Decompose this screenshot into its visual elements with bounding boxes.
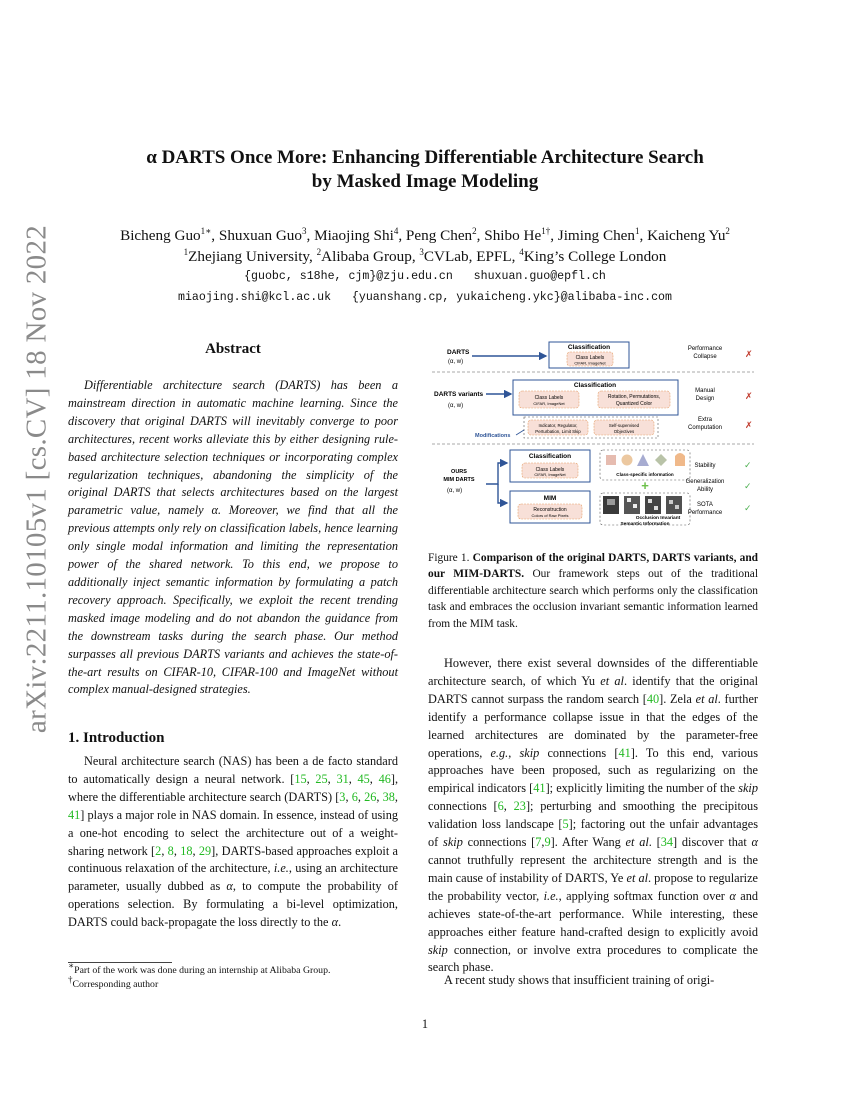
author-block bbox=[0, 225, 850, 267]
text-class-specific: Class-specific information bbox=[616, 472, 674, 477]
text-class-labels-2: Class Labels bbox=[534, 395, 564, 401]
abstract-text: Differentiable architecture search (DARTS) has been a mainstream direction in automatic machine learning. Since the discovery that original DARTS will inevitably converge to poor architectures, recent works alleviate this by either designing rule-based architecture selection techniques or incorporating complex regularization techniques, abandoning the simplicity of the original DARTS that selects architectures based on the largest parametric value, namely α. Moreover, we find that all the previous attempts only rely on classification labels, hence learning only single modal information and limiting the representation power of the shared network. To this end, we propose to additionally inject semantic information by formulating a patch recovery approach. Specifically, we exploit the recent trending masked image modeling and do not abandon the guidance from the downstream tasks during the search phase. Our method surpasses all previous DARTS variants and achieves the state-of-the-art results on CIFAR-10, CIFAR-100 and ImageNet without complex manual-designed strategies. bbox=[68, 378, 398, 697]
text-mim: MIM bbox=[543, 495, 557, 502]
image-tile bbox=[645, 496, 661, 514]
arxiv-id: arXiv:2211.10105v1 [cs.CV] 18 Nov 2022 bbox=[20, 224, 53, 734]
arrow-modifications bbox=[516, 430, 524, 435]
check-icon: ✓ bbox=[744, 460, 752, 470]
label-darts: DARTS bbox=[447, 349, 470, 356]
citation-link[interactable]: 18 bbox=[180, 843, 193, 858]
text-perf-collapse-1: Performance bbox=[687, 346, 723, 352]
label-alpha-w-3: (α, w) bbox=[447, 488, 463, 494]
plus-icon: + bbox=[641, 478, 649, 493]
check-icon: ✓ bbox=[744, 481, 752, 491]
author: Kaicheng Yu bbox=[647, 227, 726, 244]
label-alpha-w-1: (α, w) bbox=[448, 359, 464, 365]
intro-paragraph: Neural architecture search (NAS) has been a de facto standard to automatically design a neural network. [15, 25, 31, 45, 46], where the differentiable architecture search (DARTS) [3, 6, 26, 38, 41] plays a major role in NAS domain. In essence, instead of using a one-hot encoding to select the architecture out of a weight-sharing network [2, 8, 18, 29], DARTS-based approaches exploit a continuous relaxation of the architecture, i.e., using an architecture parameter, usually dubbed as α, to compute the probability of operations selection. By formulating a bi-level optimization, DARTS could back-propagate the loss directly to the α. bbox=[68, 754, 399, 930]
image-tile-detail bbox=[648, 499, 652, 503]
image-tile-detail bbox=[627, 498, 631, 502]
text-classification-2: Classification bbox=[573, 382, 617, 389]
image-tile-detail bbox=[633, 504, 637, 508]
text-indicator: Indicator, Regulator, bbox=[538, 423, 578, 428]
affiliation: King’s College London bbox=[523, 248, 667, 265]
email-line-2: miaojing.shi@kcl.ac.uk {yuanshang.cp, yukaicheng.ykc}@alibaba-inc.com bbox=[178, 291, 672, 304]
intro-heading: 1. Introduction bbox=[68, 730, 165, 746]
shape-diamond bbox=[655, 454, 667, 466]
figure-1-diagram bbox=[428, 336, 758, 534]
text-modifications: Modifications bbox=[475, 433, 511, 439]
affiliation: Zhejiang University bbox=[188, 248, 310, 265]
shape-square bbox=[606, 455, 616, 465]
text-color-raw: Colors of Raw Pixels bbox=[531, 513, 569, 518]
image-tile bbox=[666, 496, 682, 514]
citation-link[interactable]: 2 bbox=[155, 843, 162, 858]
figure-label: Figure 1. bbox=[428, 552, 470, 564]
citation-link[interactable]: 45 bbox=[357, 771, 370, 786]
footnote-1: ∗Part of the work was done during an internship at Alibaba Group. bbox=[68, 960, 331, 976]
citation-link[interactable]: 31 bbox=[336, 771, 349, 786]
cross-icon: ✗ bbox=[745, 349, 753, 359]
page-number: 1 bbox=[421, 1017, 429, 1031]
citation-link[interactable]: 3 bbox=[339, 789, 346, 804]
text-self-supervised: Self-supervised bbox=[608, 423, 640, 428]
text-sota-2: Performance bbox=[687, 510, 723, 516]
citation-link[interactable]: 40 bbox=[646, 691, 660, 706]
text-sota-1: SOTA bbox=[697, 502, 713, 508]
abstract-heading: Abstract bbox=[205, 341, 261, 357]
arrow-ours-bottom bbox=[498, 484, 507, 503]
author: Peng Chen bbox=[405, 227, 473, 244]
footnote-2: †Corresponding author bbox=[68, 974, 159, 990]
text-cifar-1: CIFAR, ImageNet bbox=[574, 360, 606, 366]
image-tile-detail bbox=[607, 499, 615, 505]
author: Miaojing Shi bbox=[314, 227, 394, 244]
arxiv-stamp bbox=[19, 224, 55, 734]
citation-link[interactable]: 29 bbox=[198, 843, 212, 858]
cross-icon: ✗ bbox=[745, 391, 753, 401]
text-rotation: Rotation, Permutations, bbox=[607, 394, 661, 400]
citation-link[interactable]: 41 bbox=[68, 807, 81, 822]
image-tile-detail bbox=[654, 506, 658, 510]
text-manual-1: Manual bbox=[695, 388, 715, 394]
arrow-ours-top bbox=[486, 463, 507, 484]
image-tiles bbox=[603, 496, 682, 514]
cross-icon: ✗ bbox=[745, 420, 753, 430]
text-occlusion: Occlusion Invariant bbox=[635, 516, 681, 521]
title-line-1: α DARTS Once More: Enhancing Differentiable Architecture Search bbox=[146, 147, 704, 168]
text-perturbation: Perturbation, Limit Skip bbox=[535, 429, 581, 434]
text-objectives: Objectives bbox=[613, 429, 635, 434]
figure-1 bbox=[428, 336, 758, 534]
label-darts-variants: DARTS variants bbox=[434, 391, 484, 398]
citation-link[interactable]: 34 bbox=[660, 835, 674, 850]
shape-triangle bbox=[637, 454, 649, 466]
author: Bicheng Guo bbox=[120, 227, 201, 244]
affiliation: CVLab, EPFL bbox=[423, 248, 512, 265]
citation-link[interactable]: 9 bbox=[544, 835, 551, 850]
citation-link[interactable]: 5 bbox=[562, 817, 569, 832]
citation-link[interactable]: 25 bbox=[315, 771, 328, 786]
citation-link[interactable]: 41 bbox=[533, 781, 546, 796]
text-reconstruction: Reconstruction bbox=[533, 507, 567, 513]
citation-link[interactable]: 46 bbox=[378, 771, 391, 786]
label-alpha-w-2: (α, w) bbox=[448, 403, 464, 409]
citation-link[interactable]: 41 bbox=[618, 745, 631, 760]
citation-link[interactable]: 38 bbox=[382, 789, 395, 804]
text-extra-2: Computation bbox=[687, 425, 723, 431]
shape-blob bbox=[675, 453, 685, 466]
author-list: Bicheng Guo$^{1∗}$, Shuxuan Guo$^3$, Miaojing Shi$^4$, Peng Chen$^2$, Shibo $He^{1\dagger}$, Jiming Chen$^1$, Kaicheng Yu$^2$ bbox=[120, 225, 730, 244]
text-perf-collapse-2: Collapse bbox=[693, 354, 717, 360]
check-icon: ✓ bbox=[744, 503, 752, 513]
title-line-2: by Masked Image Modeling bbox=[311, 171, 539, 192]
author: Shibo He bbox=[484, 227, 542, 244]
image-tile bbox=[624, 496, 640, 514]
image-tile-detail bbox=[669, 500, 673, 504]
text-class-labels-3: Class Labels bbox=[535, 467, 565, 473]
paper-title bbox=[0, 146, 850, 194]
text-cifar-2: CIFAR, ImageNet bbox=[533, 401, 565, 406]
citation-link[interactable]: 7 bbox=[535, 835, 542, 850]
body-paragraph: A recent study shows that insufficient training of origi- bbox=[444, 973, 715, 987]
citation-link[interactable]: 23 bbox=[513, 799, 526, 814]
footnote-2-text: Corresponding author bbox=[72, 979, 159, 990]
author: Jiming Chen bbox=[557, 227, 636, 244]
label-ours: OURS bbox=[451, 469, 467, 475]
citation-link[interactable]: 6 bbox=[497, 799, 504, 814]
footnote-1-text: Part of the work was done during an internship at Alibaba Group. bbox=[74, 965, 331, 976]
text-classification-3: Classification bbox=[528, 453, 572, 460]
email-line-1: {guobc, s18he, cjm}@zju.edu.cn shuxuan.guo@epfl.ch bbox=[244, 270, 606, 283]
text-class-labels-1: Class Labels bbox=[575, 355, 605, 361]
image-tile-detail bbox=[675, 505, 679, 509]
citation-link[interactable]: 6 bbox=[351, 789, 358, 804]
body-paragraph: However, there exist several downsides of the differentiable architecture search, of which Yu et al. identify that the original DARTS cannot surpass the random search [40]. Zela et al. further identify a performance collapse issue in that the edges of the learned architectures are dominated by the parameter-free operations, e.g., skip connections [41]. To this end, various approaches have been proposed, such as regularizing on the empirical indicators [41]; explicitly limiting the number of the skip connections [6, 23]; perturbing and smoothing the precipitous validation loss landscape [5]; factoring out the unfair advantages of skip connections [7,9]. After Wang et al. [34] discover that α cannot truthfully represent the architecture strength and is the main cause of instability of DARTS, Ye et al. propose to regularize the probability vector, i.e., applying softmax function over α and achieves state-of-the-art performance. While interesting, these approaches either feature hand-crafted design to explicitly avoid skip connection, or involve extra procedures to complicate the search phase. bbox=[428, 656, 759, 975]
text-cifar-3: CIFAR, ImageNet bbox=[534, 472, 566, 477]
text-gen-2: Ability bbox=[696, 487, 714, 493]
citation-link[interactable]: 26 bbox=[364, 789, 377, 804]
text-quantized: Quantized Color bbox=[615, 401, 653, 407]
figure-caption-text: Our framework steps out of the traditional differentiable architecture search which performs only the classification task and embraces the occlusion invariant semantic information learned from the MIM task. bbox=[428, 568, 758, 630]
text-extra-1: Extra bbox=[697, 417, 713, 423]
author: Shuxuan Guo bbox=[218, 227, 302, 244]
citation-link[interactable]: 15 bbox=[294, 771, 307, 786]
text-classification-1: Classification bbox=[567, 344, 611, 351]
text-stability: Stability bbox=[694, 463, 716, 469]
text-gen-1: Generalization bbox=[685, 479, 725, 485]
citation-link[interactable]: 8 bbox=[167, 843, 174, 858]
label-mim-darts: MIM DARTS bbox=[443, 477, 475, 483]
footnotes bbox=[68, 960, 398, 992]
text-semantic: Semantic Information bbox=[620, 522, 670, 527]
affiliation: Alibaba Group bbox=[321, 248, 412, 265]
shape-circle bbox=[622, 455, 633, 466]
affiliation-list: $^1$Zhejiang University, $^2$Alibaba Group, $^3$CVLab, EPFL, $^4$King’s College London bbox=[183, 246, 667, 265]
figure-caption-bold: Comparison of the original DARTS, DARTS variants, and our MIM-DARTS. bbox=[428, 552, 758, 581]
figure-caption bbox=[428, 550, 758, 632]
email-block bbox=[0, 266, 850, 308]
footnote-rule bbox=[68, 962, 172, 963]
text-manual-2: Design bbox=[695, 396, 715, 402]
